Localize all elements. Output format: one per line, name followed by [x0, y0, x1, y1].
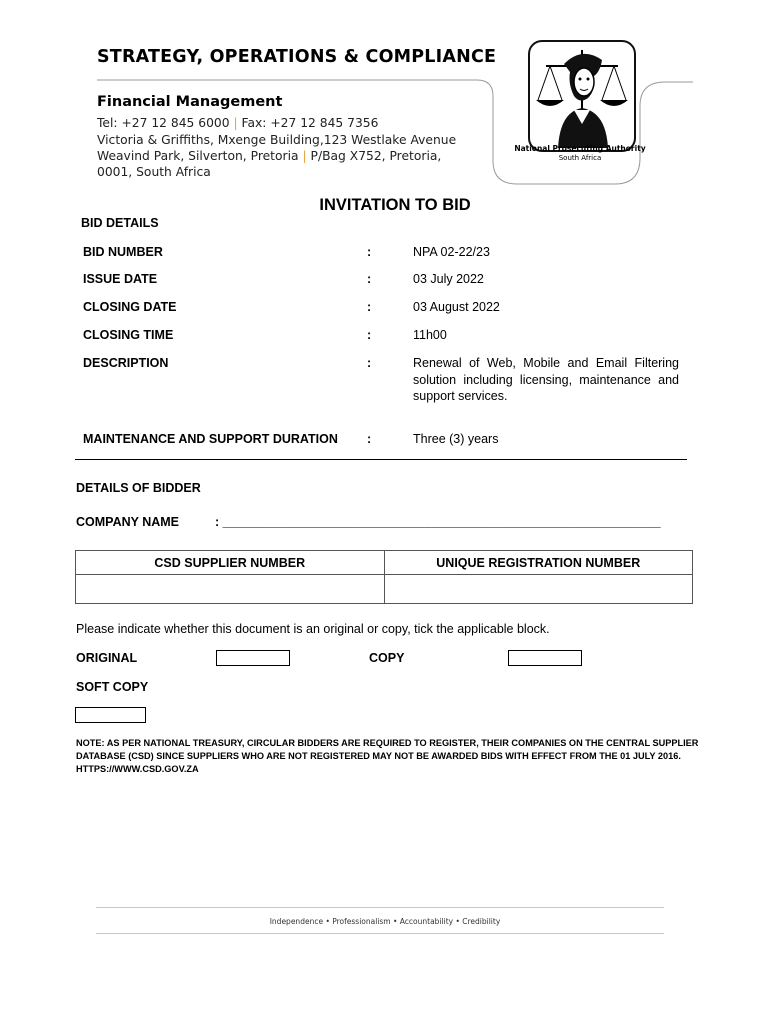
company-name-field[interactable]: : _______________________________________________________________: [215, 515, 661, 529]
colon: :: [367, 328, 372, 342]
closing-date-value: 03 August 2022: [413, 300, 500, 314]
maintenance-duration-value: Three (3) years: [413, 432, 499, 446]
bid-number-value: NPA 02-22/23: [413, 245, 490, 259]
maintenance-duration-label: MAINTENANCE AND SUPPORT DURATION: [83, 432, 338, 446]
unique-registration-number-header: UNIQUE REGISTRATION NUMBER: [384, 551, 693, 575]
tel-text: Tel: +27 12 845 6000: [97, 116, 230, 130]
copy-label: COPY: [369, 651, 405, 665]
footer-rule-top: [96, 907, 664, 908]
colon: :: [367, 432, 372, 446]
colon: :: [367, 356, 372, 370]
document-title: INVITATION TO BID: [319, 196, 471, 214]
separator: |: [233, 116, 238, 130]
description-label: DESCRIPTION: [83, 356, 169, 370]
soft-copy-label: SOFT COPY: [76, 680, 149, 694]
original-label: ORIGINAL: [76, 651, 138, 665]
footer-values: Independence • Professionalism • Accountability • Credibility: [269, 917, 501, 926]
contact-line: [97, 116, 378, 130]
csd-registration-note: NOTE: AS PER NATIONAL TREASURY, CIRCULAR BIDDERS ARE REQUIRED TO REGISTER, THEIR COMPANIES ON THE CENTRAL SUPPLIER DATABASE (CSD) SINCE SUPPLIERS WHO ARE NOT REGISTERED MAY NOT BE AWARDED BIDS WITH EFFECT FROM THE 01 JULY 2016. HTTPS://WWW.CSD.GOV.ZA: [76, 738, 699, 774]
bid-number-label: BID NUMBER: [83, 245, 163, 259]
csd-supplier-number-header: CSD SUPPLIER NUMBER: [76, 551, 385, 575]
npa-logo: [528, 40, 636, 152]
address-line-2: Weavind Park, Silverton, Pretoria | P/Bag X752, Pretoria,: [97, 149, 442, 163]
closing-time-value: 11h00: [413, 328, 447, 342]
logo-org-name: National Prosecuting Authority: [514, 144, 646, 153]
copy-checkbox[interactable]: [508, 650, 582, 666]
footer-rule-bottom: [96, 933, 664, 934]
justice-scales-icon: [530, 42, 634, 150]
closing-time-label: CLOSING TIME: [83, 328, 174, 342]
csd-supplier-number-cell[interactable]: [76, 575, 385, 604]
supplier-numbers-table: [75, 550, 693, 604]
copy-instruction: Please indicate whether this document is an original or copy, tick the applicable block.: [76, 622, 550, 636]
issue-date-label: ISSUE DATE: [83, 272, 158, 286]
colon: :: [367, 300, 372, 314]
unique-registration-number-cell[interactable]: [384, 575, 693, 604]
issue-date-value: 03 July 2022: [413, 272, 484, 286]
original-checkbox[interactable]: [216, 650, 290, 666]
financial-management-heading: Financial Management: [97, 94, 283, 110]
colon: :: [367, 245, 372, 259]
closing-date-label: CLOSING DATE: [83, 300, 177, 314]
address-line-3: 0001, South Africa: [97, 165, 211, 179]
address-line-1: Victoria & Griffiths, Mxenge Building,123 Westlake Avenue: [97, 133, 457, 147]
description-value: Renewal of Web, Mobile and Email Filtering solution including licensing, maintenance and support services.: [413, 356, 679, 403]
soft-copy-checkbox[interactable]: [75, 707, 146, 723]
bid-details-heading: BID DETAILS: [81, 216, 159, 230]
department-title: STRATEGY, OPERATIONS & COMPLIANCE: [97, 47, 497, 67]
bidder-details-heading: DETAILS OF BIDDER: [76, 481, 201, 495]
logo-country: South Africa: [558, 154, 602, 162]
separator: |: [302, 149, 307, 163]
company-name-label: COMPANY NAME: [76, 515, 180, 529]
section-divider: [75, 459, 687, 460]
fax-text: Fax: +27 12 845 7356: [241, 116, 379, 130]
colon: :: [367, 272, 372, 286]
